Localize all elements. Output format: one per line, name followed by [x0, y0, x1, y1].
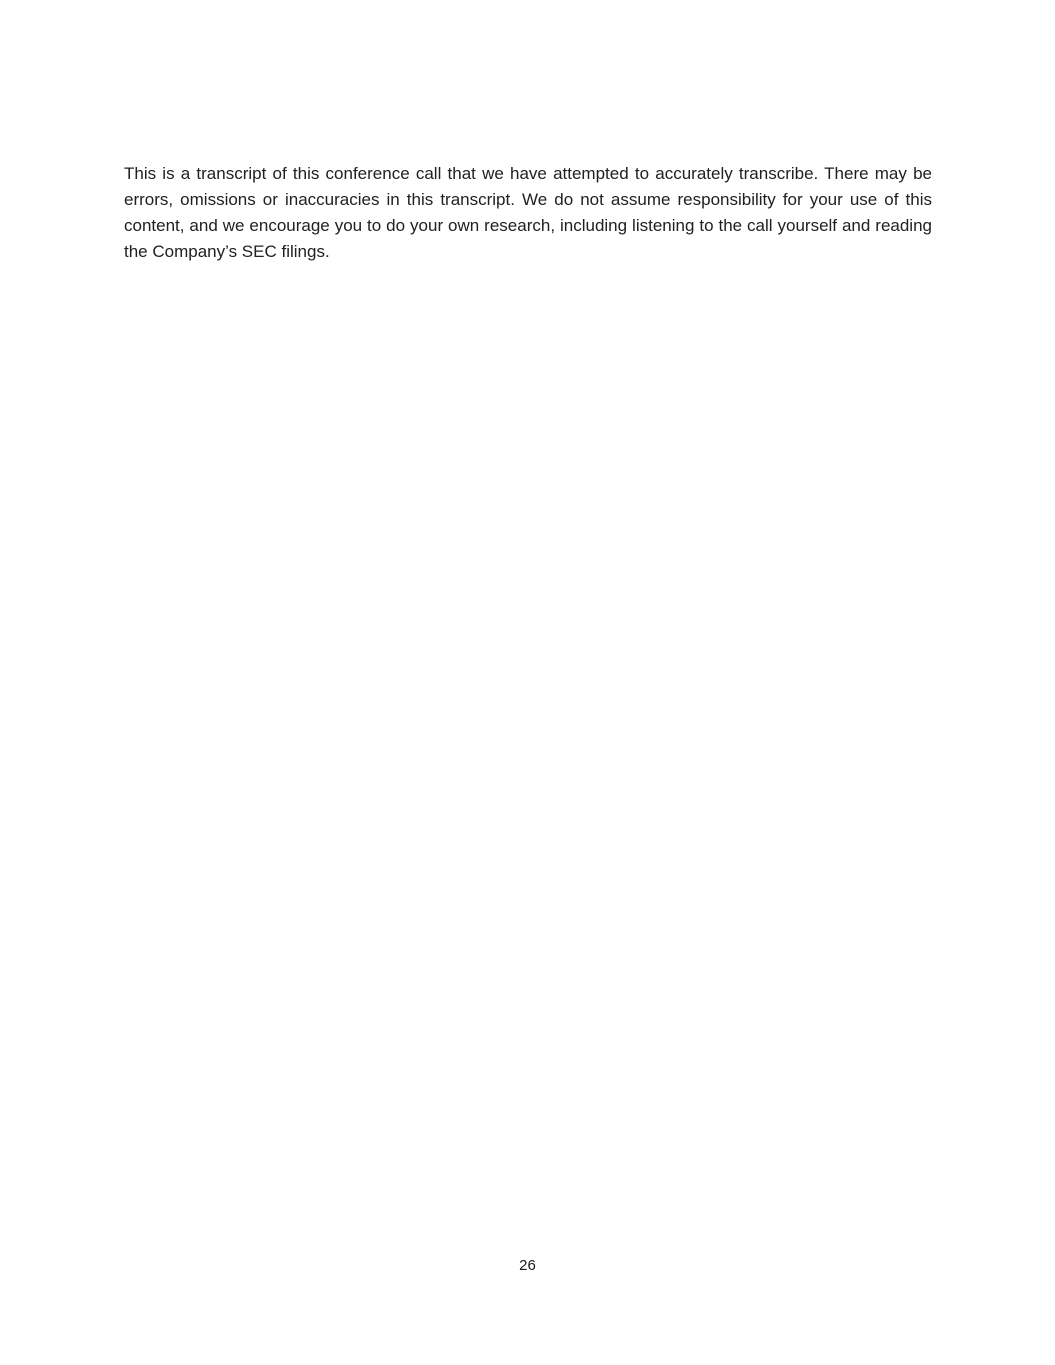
- page-number: 26: [519, 1257, 536, 1274]
- disclaimer-paragraph: This is a transcript of this conference call that we have attempted to accurately transcribe. There may be errors, omissions or inaccuracies in this transcript. We do not assume responsibility for your use of this content, and we encourage you to do your own research, including listening to the call yourself and reading the Company’s SEC filings.: [124, 164, 932, 261]
